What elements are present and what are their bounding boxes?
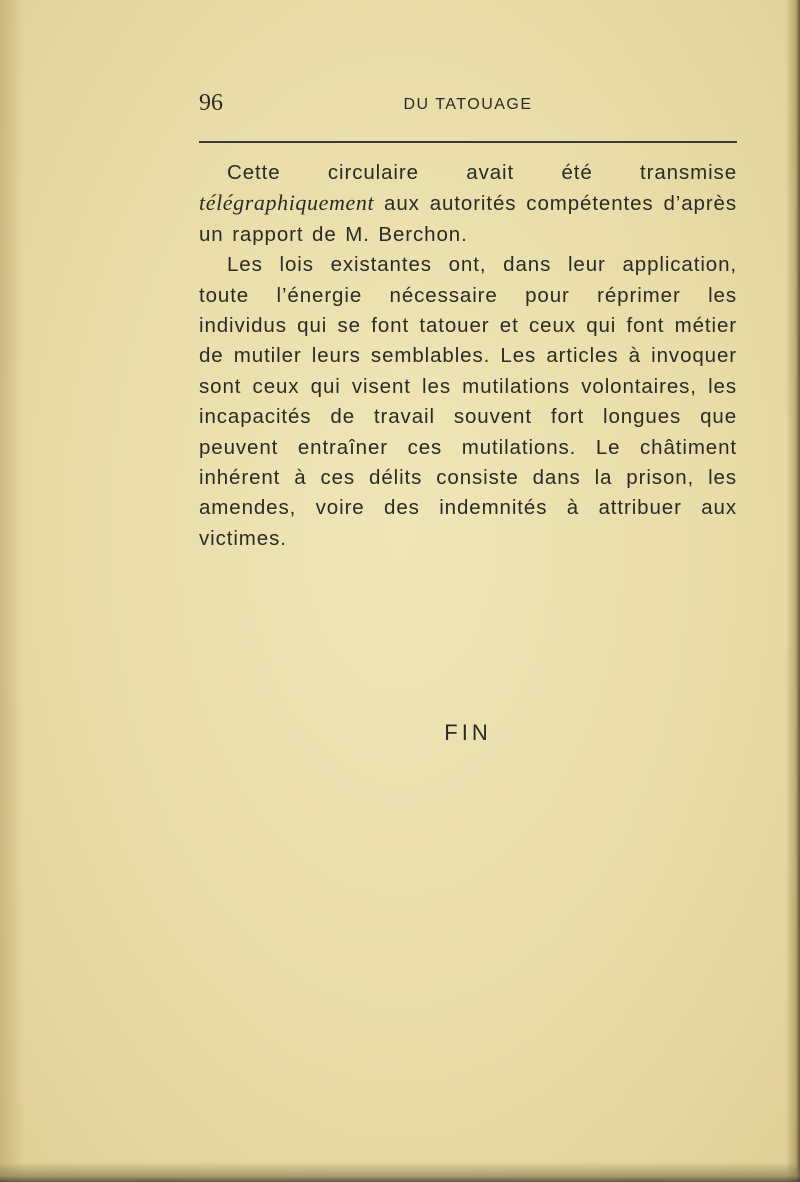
fin-label: FIN [444,720,492,745]
running-head: DU TATOUAGE [403,96,533,113]
page-right-shadow [786,0,800,1182]
header-rule [199,141,737,143]
page-left-shadow [0,0,24,1182]
italic-term: télégraphiquement [199,190,375,216]
paragraph-1 [199,158,737,250]
paragraph-1-start: Cette circulaire avait été transmise [227,161,737,184]
page-number: 96 [199,90,223,116]
page-bottom-shadow [0,1162,800,1182]
paragraph-2: Les lois existantes ont, dans leur application, toute l’énergie nécessaire pour réprimer les individus qui se font tatouer et ceux qui font métier de mutiler leurs semblables. Les articles à invoquer sont ceux qui visent les mutilations volontaires, les incapacités de travail souvent fort longues que peuvent entraîner ces mutilations. Le châtiment inhérent à ces délits consiste dans la prison, les amendes, voire des indemnités à attribuer aux victimes. [199,253,737,550]
body-text [199,158,737,554]
page-header [199,90,737,126]
paragraph-1-end: aux autorités compétentes d’après un rapport de M. Berchon. [199,192,737,246]
